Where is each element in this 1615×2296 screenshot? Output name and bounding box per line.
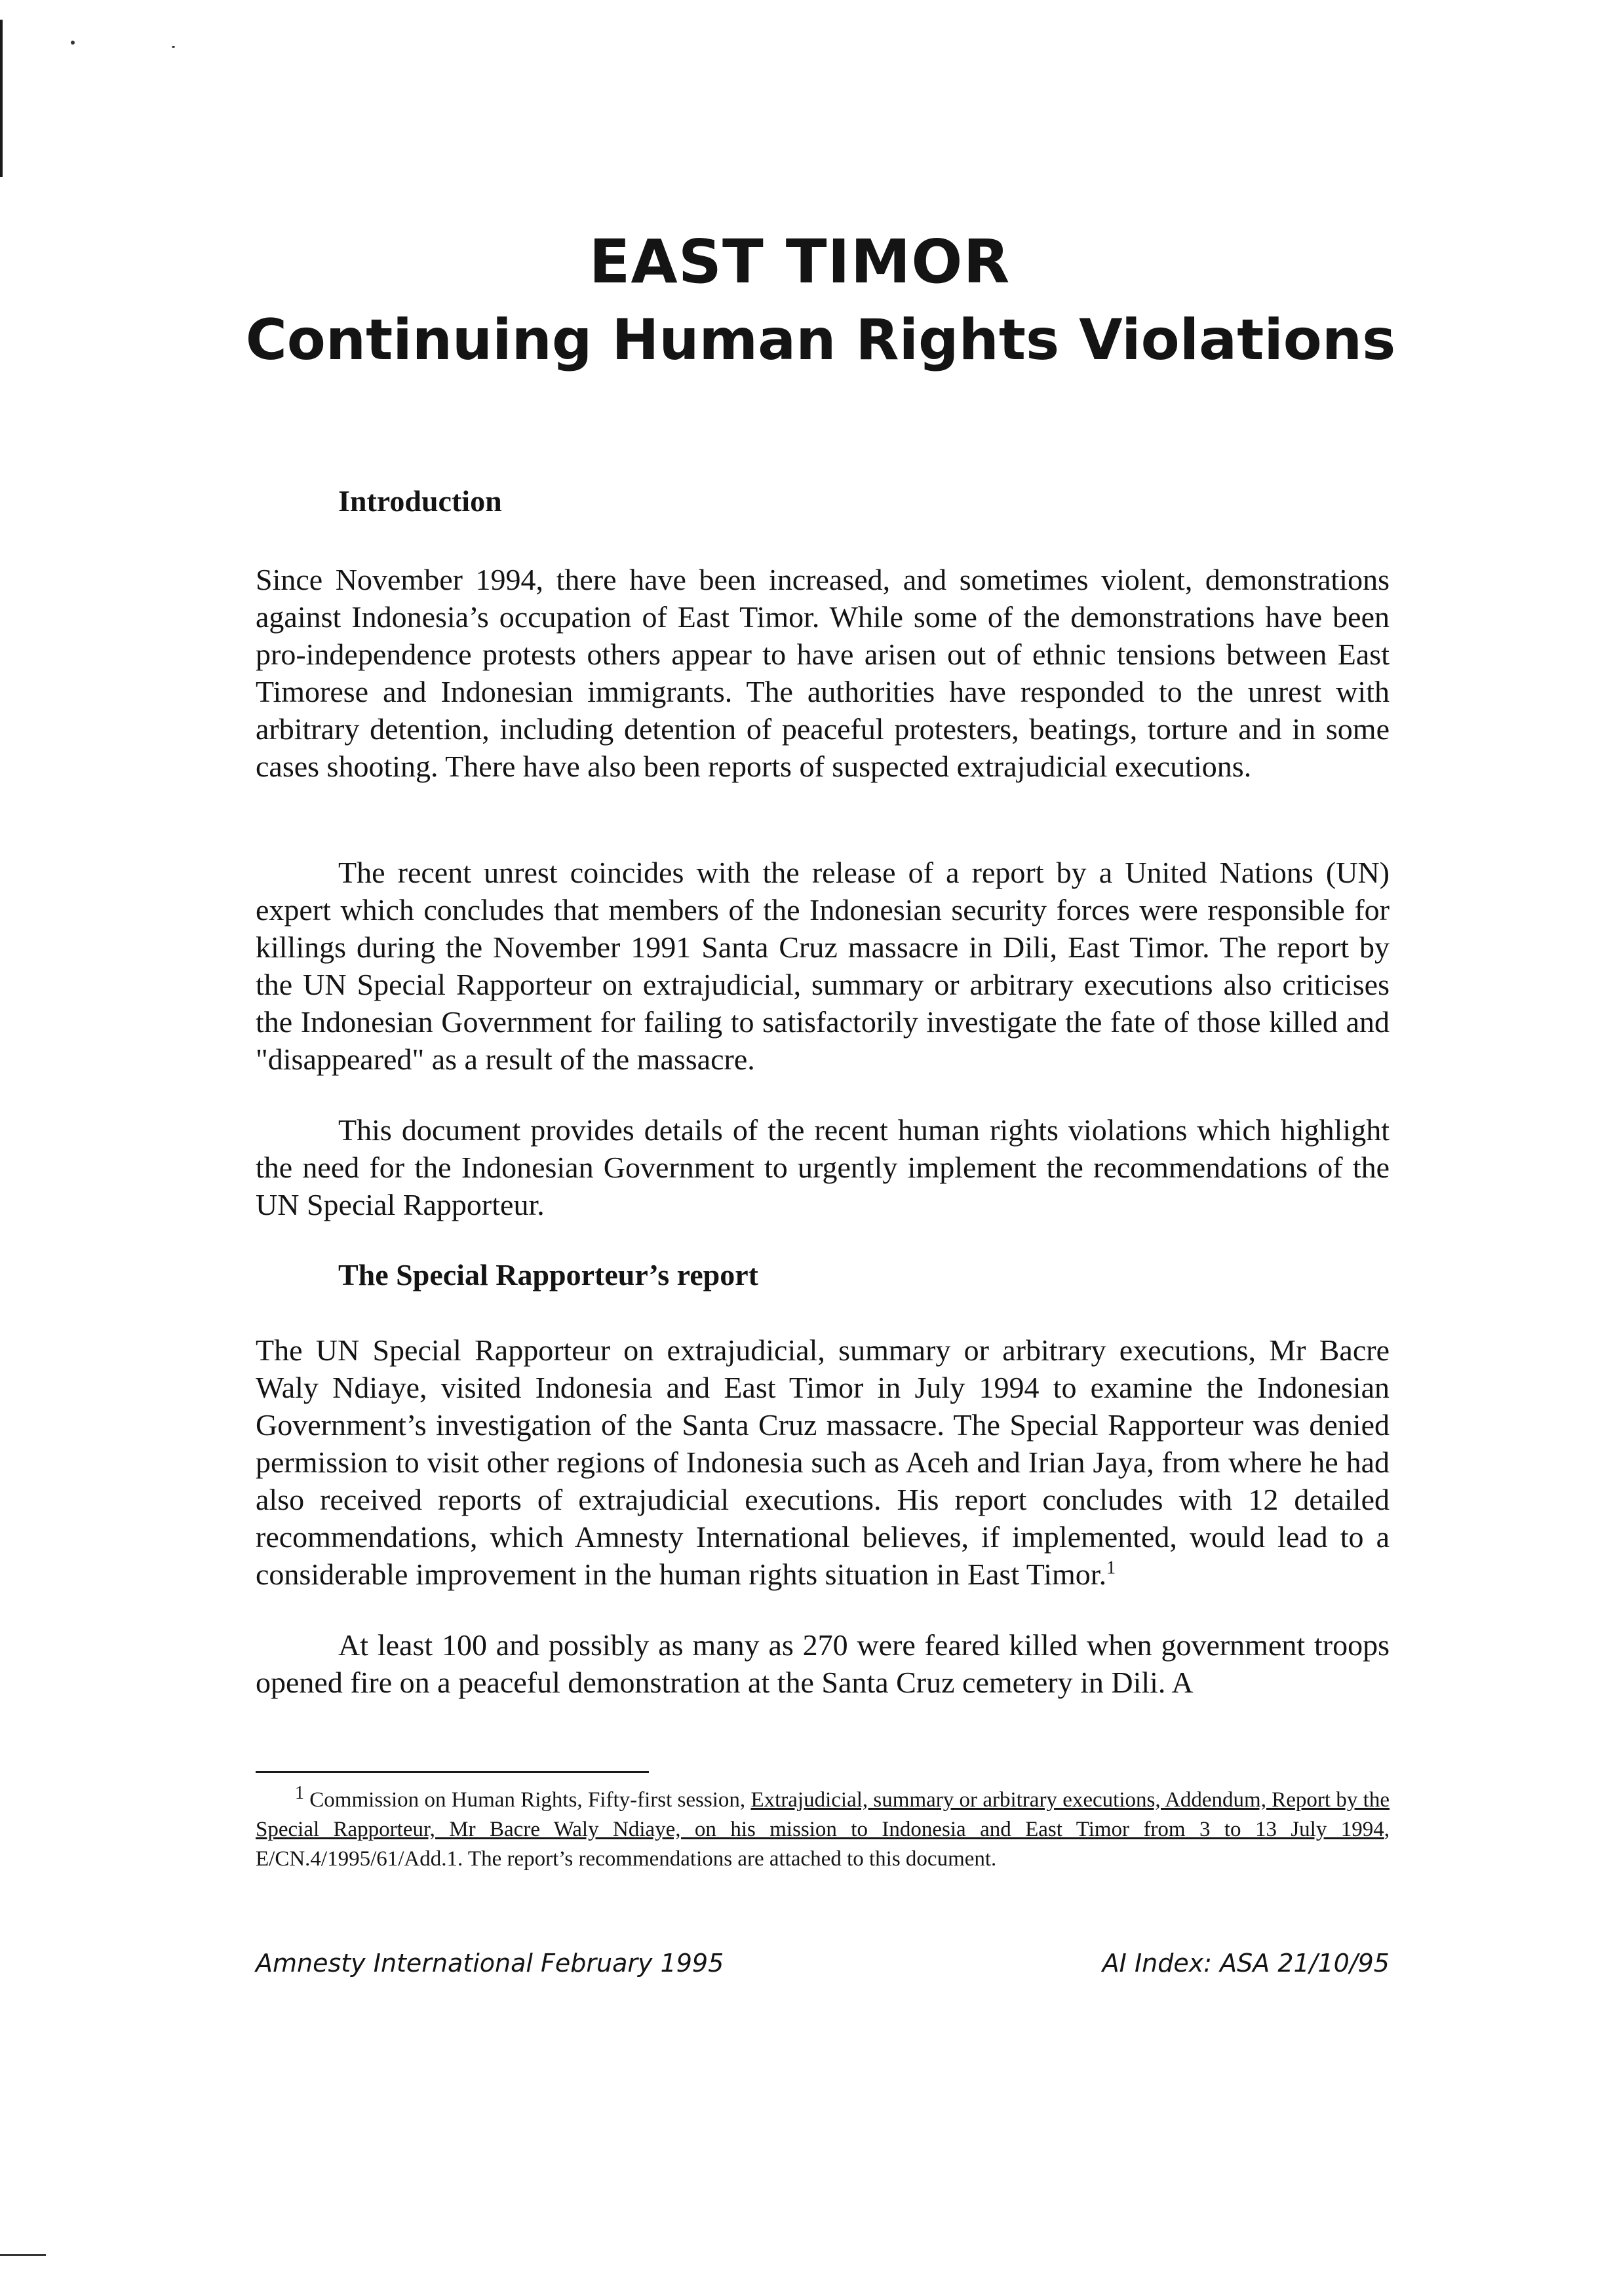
- scan-speck: [172, 46, 175, 48]
- paragraph-4-text: The UN Special Rapporteur on extrajudicial, summary or arbitrary executions, Mr Bacre Waly Ndiaye, visited Indonesia and East Timor in July 1994 to examine the Indonesian Government’s investigation of the Santa Cruz massacre. The Special Rapporteur was denied permission to visit other regions of Indonesia such as Aceh and Irian Jaya, from where he had also received reports of extrajudicial executions. His report concludes with 12 detailed recommendations, which Amnesty International believes, if implemented, would lead to a considerable improvement in the human rights situation in East Timor.: [256, 1333, 1390, 1591]
- title-line-2: Continuing Human Rights Violations: [245, 307, 1396, 373]
- footer-ai-index: AI Index: ASA 21/10/95: [1102, 1949, 1390, 1978]
- footnote-divider: [256, 1771, 649, 1773]
- footnote: [256, 1783, 1390, 1874]
- footnote-lead: Commission on Human Rights, Fifty-first session,: [309, 1788, 751, 1812]
- scan-edge-mark: [0, 20, 3, 177]
- special-rapporteur-heading: The Special Rapporteur’s report: [338, 1258, 758, 1292]
- paragraph-3: This document provides details of the recent human rights violations which highlight the need for the Indonesian Government to urgently implement the recommendations of the UN Special Rapporteur.: [256, 1113, 1390, 1221]
- document-title: [0, 223, 1615, 379]
- paragraph-2: The recent unrest coincides with the release of a report by a United Nations (UN) expert which concludes that members of the Indonesian security forces were responsible for killings during the November 1991 Santa Cruz massacre in Dili, East Timor. The report by the UN Special Rapporteur on extrajudicial, summary or arbitrary executions also criticises the Indonesian Government for failing to satisfactorily investigate the fate of those killed and "disappeared" as a result of the massacre.: [256, 856, 1390, 1076]
- footnote-cited-title: Extrajudicial, summary or arbitrary executions, Addendum, Report by the Special Rapporteur, Mr Bacre Waly Ndiaye, on his mission to Indonesia and East Timor from 3 to 13 July 1994: [256, 1788, 1390, 1841]
- scan-bottom-mark: [0, 2254, 46, 2256]
- scan-speck: [71, 41, 75, 45]
- footnote-marker: 1: [295, 1783, 304, 1803]
- footnote-reference: 1: [1106, 1558, 1116, 1578]
- paragraph-5: At least 100 and possibly as many as 270 were feared killed when government troops opened fire on a peaceful demonstration at the Santa Cruz cemetery in Dili. A: [256, 1628, 1390, 1699]
- title-line-1: EAST TIMOR: [589, 227, 1011, 297]
- paragraph-1: Since November 1994, there have been increased, and sometimes violent, demonstrations against Indonesia’s occupation of East Timor. While some of the demonstrations have been pro-independence protests others appear to have arisen out of ethnic tensions between East Timorese and Indonesian immigrants. The authorities have responded to the unrest with arbitrary detention, including detention of peaceful protesters, beatings, torture and in some cases shooting. There have also been reports of suspected extrajudicial executions.: [256, 563, 1390, 783]
- footnote-tail: , E/CN.4/1995/61/Add.1. The report’s recommendations are attached to this document.: [256, 1818, 1390, 1871]
- footer-publisher-date: Amnesty International February 1995: [256, 1949, 724, 1978]
- introduction-heading: Introduction: [338, 484, 502, 518]
- paragraph-4: [256, 1331, 1390, 1593]
